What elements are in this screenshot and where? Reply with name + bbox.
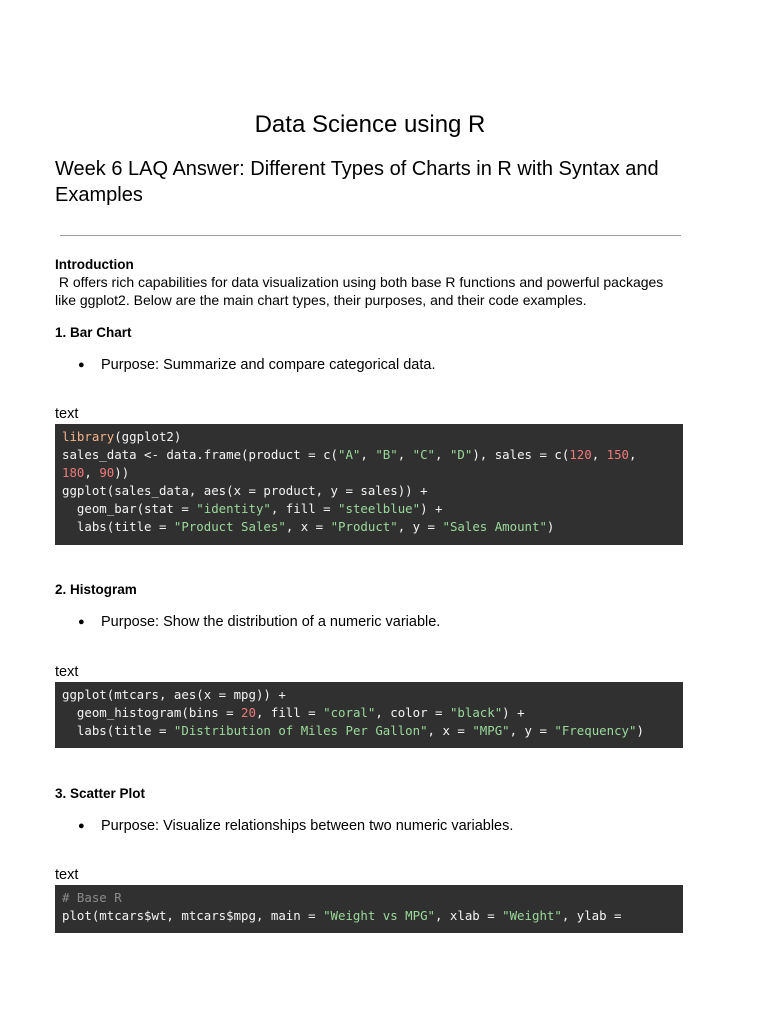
code-block-bar-chart: library(ggplot2) sales_data <- data.frame(product = c("A", "B", "C", "D"), sales = c(120, 150, 180, 90)) ggplot(sales_data, aes(x = product, y = sales)) + geom_bar(stat = "identity", fill = "steelblue") + labs(title = "Product Sales", x = "Product", y = "Sales Amount") <box>55 424 683 545</box>
document-subtitle: Week 6 LAQ Answer: Different Types of Charts in R with Syntax and Examples <box>55 158 659 206</box>
code-block-scatter-plot: # Base R plot(mtcars$wt, mtcars$mpg, main = "Weight vs MPG", xlab = "Weight", ylab = <box>55 885 683 933</box>
code-label: text <box>55 664 79 680</box>
section-heading-bar-chart: 1. Bar Chart <box>55 325 132 340</box>
code-label: text <box>55 406 79 422</box>
bullet-dot-icon: ● <box>78 820 85 832</box>
bullet-text: Purpose: Visualize relationships between two numeric variables. <box>101 818 514 834</box>
intro-line-1: R offers rich capabilities for data visualization using both base R functions and powerful packages <box>55 274 664 290</box>
horizontal-divider <box>60 235 681 236</box>
bullet-histogram <box>78 613 440 631</box>
intro-paragraph <box>55 273 685 309</box>
bullet-dot-icon: ● <box>78 616 85 628</box>
document-title: Data Science using R <box>254 111 486 138</box>
bullet-scatter-plot <box>78 817 513 835</box>
intro-heading: Introduction <box>55 257 134 272</box>
intro-line-2: like ggplot2. Below are the main chart types, their purposes, and their code examples. <box>55 292 587 308</box>
section-heading-scatter-plot: 3. Scatter Plot <box>55 786 146 801</box>
bullet-bar-chart <box>78 356 435 374</box>
code-block-histogram: ggplot(mtcars, aes(x = mpg)) + geom_histogram(bins = 20, fill = "coral", color = "black") + labs(title = "Distribution of Miles Per Gallon", x = "MPG", y = "Frequency") <box>55 682 683 748</box>
section-heading-histogram: 2. Histogram <box>55 582 137 597</box>
bullet-dot-icon: ● <box>78 359 85 371</box>
bullet-text: Purpose: Show the distribution of a numeric variable. <box>101 614 441 630</box>
bullet-text: Purpose: Summarize and compare categorical data. <box>101 357 436 373</box>
code-label: text <box>55 867 79 883</box>
